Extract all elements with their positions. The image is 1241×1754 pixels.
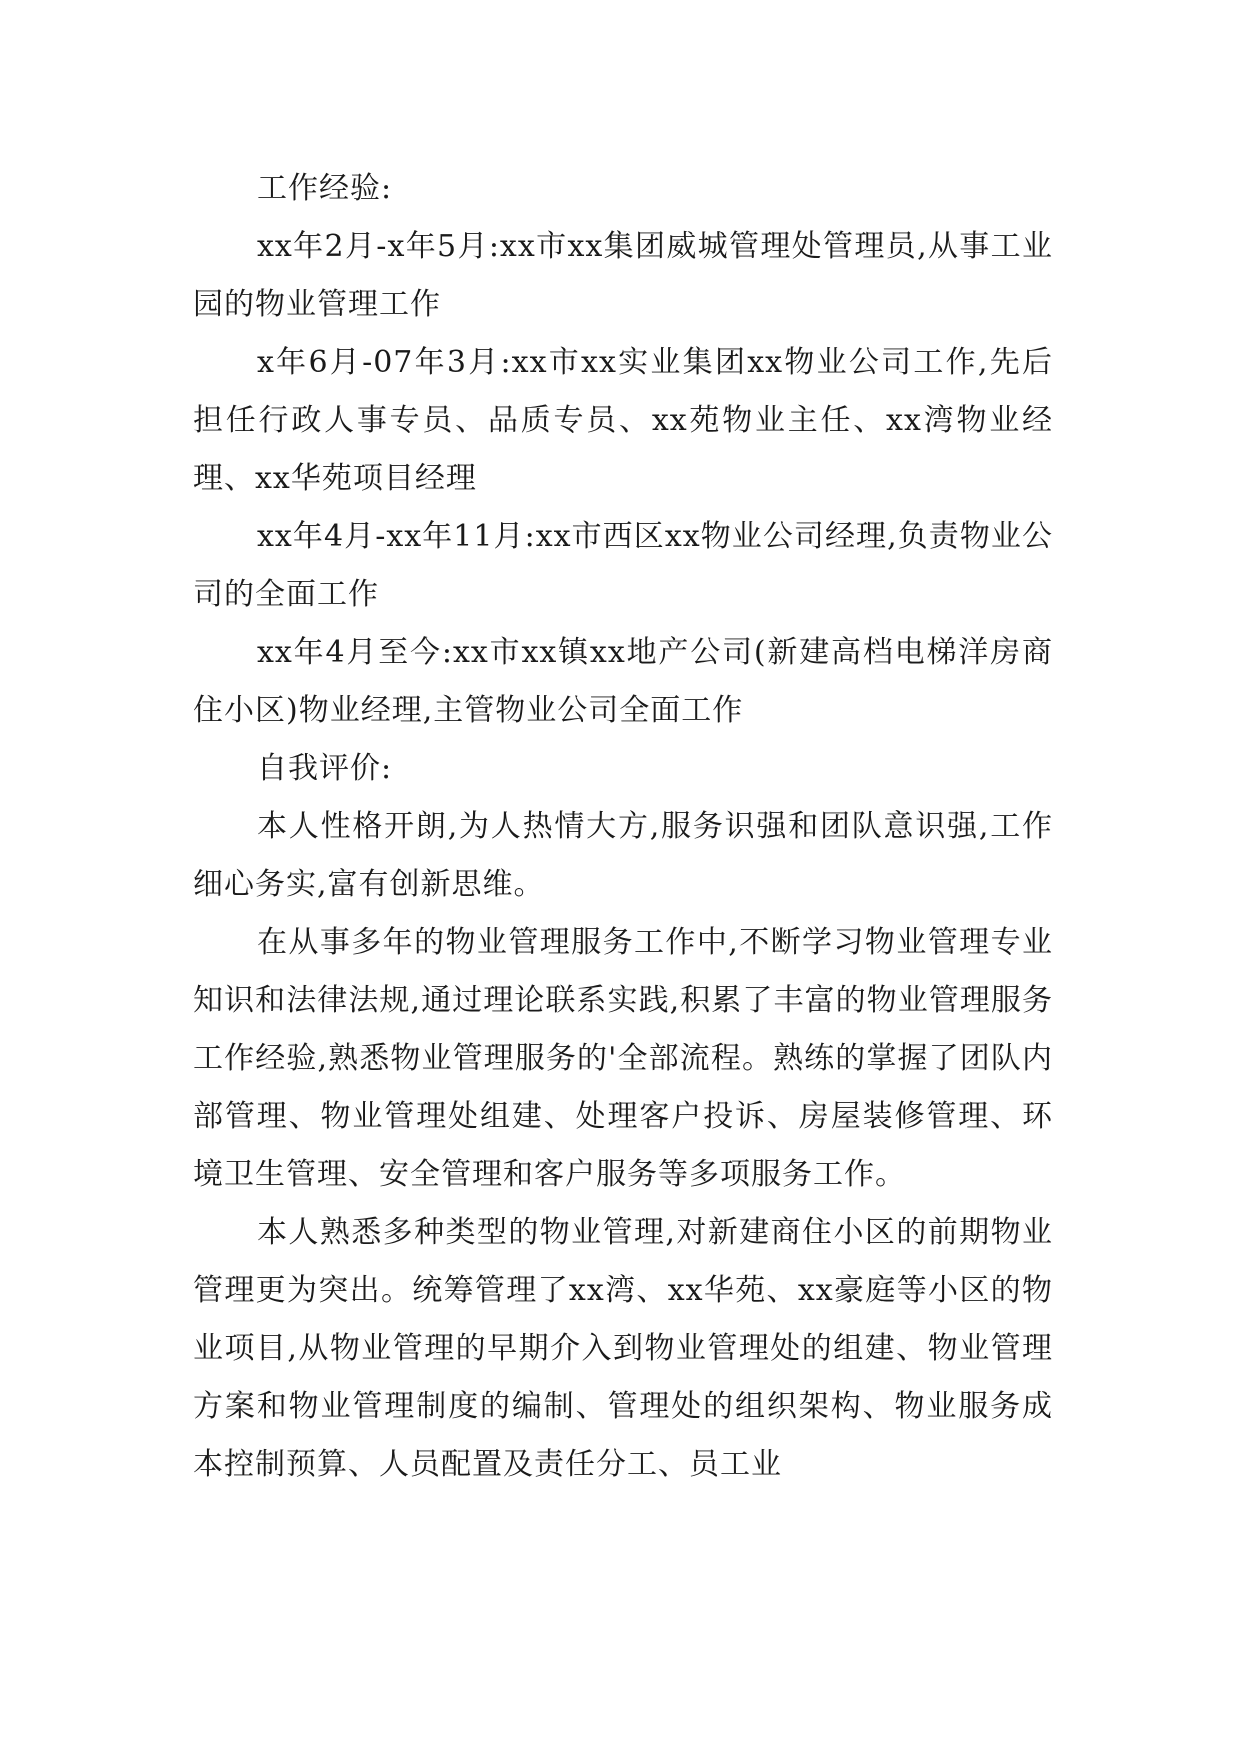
self-evaluation-paragraph-1: 本人性格开朗,为人热情大方,服务识强和团队意识强,工作细心务实,富有创新思维。	[193, 809, 1053, 902]
section-heading-work-experience: 工作经验:	[257, 171, 393, 206]
experience-entry-3: xx年4月-xx年11月:xx市西区xx物业公司经理,负责物业公司的全面工作	[193, 519, 1053, 612]
self-evaluation-paragraph-3: 本人熟悉多种类型的物业管理,对新建商住小区的前期物业管理更为突出。统筹管理了xx湾、xx华苑、xx豪庭等小区的物业项目,从物业管理的早期介入到物业管理处的组建、物业管理方案和物业管理制度的编制、管理处的组织架构、物业服务成本控制预算、人员配置及责任分工、员工业	[193, 1215, 1053, 1482]
experience-entry-1: xx年2月-x年5月:xx市xx集团威城管理处管理员,从事工业园的物业管理工作	[193, 229, 1053, 322]
section-heading-self-evaluation: 自我评价:	[257, 751, 393, 786]
experience-entry-2: x年6月-07年3月:xx市xx实业集团xx物业公司工作,先后担任行政人事专员、品质专员、xx苑物业主任、xx湾物业经理、xx华苑项目经理	[193, 345, 1053, 496]
self-evaluation-paragraph-2: 在从事多年的物业管理服务工作中,不断学习物业管理专业知识和法律法规,通过理论联系实践,积累了丰富的物业管理服务工作经验,熟悉物业管理服务的'全部流程。熟练的掌握了团队内部管理、物业管理处组建、处理客户投诉、房屋装修管理、环境卫生管理、安全管理和客户服务等多项服务工作。	[193, 925, 1053, 1192]
document-body	[193, 160, 1053, 1494]
experience-entry-4: xx年4月至今:xx市xx镇xx地产公司(新建高档电梯洋房商住小区)物业经理,主管物业公司全面工作	[193, 635, 1053, 728]
